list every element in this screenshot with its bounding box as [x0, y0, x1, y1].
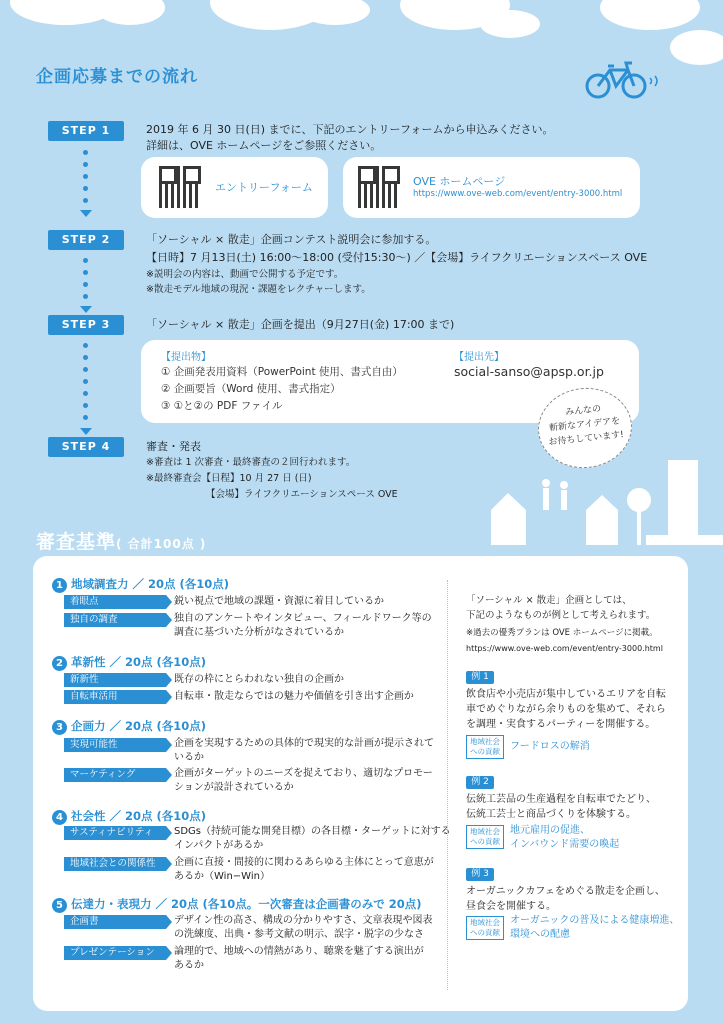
examples-url[interactable]: https://www.ove-web.com/event/entry-3000.html [466, 644, 663, 653]
criterion-desc: 企画がターゲットのニーズを捉えており、適切なプロモー [174, 768, 433, 779]
step-4-note-1: ※審査は 1 次審査・最終審査の２回行われます。 [146, 457, 356, 468]
step-2-line-2: 【日時】7 月13日(土) 16:00〜18:00 (受付15:30〜) ／【会場】ライフクリエーションスペース OVE [146, 251, 648, 264]
criterion-tag: 自転車活用 [64, 690, 166, 704]
entry-form-label: エントリーフォーム [215, 181, 313, 194]
step-arrow [80, 428, 92, 435]
flow-title: 企画応募までの流れ [36, 67, 198, 87]
example-line: オーガニックカフェをめぐる散走を企画し、 [466, 886, 665, 897]
ove-homepage-card[interactable] [343, 157, 640, 218]
submission-email[interactable]: social-sanso@apsp.or.jp [454, 364, 604, 379]
criterion-tag: 企画書 [64, 915, 166, 929]
qr-code-icon [358, 166, 400, 208]
examples-intro-line: 「ソーシャル × 散走」企画としては、 [466, 595, 632, 606]
criterion-desc: SDGs（持続可能な開発目標）の各目標・ターゲットに対する [174, 826, 451, 837]
criterion-tag: 新新性 [64, 673, 166, 687]
example-line: 昼食会を開催する。 [466, 901, 556, 912]
criterion-desc: 自転車・散走ならではの魅力や価値を引き出す企画か [174, 691, 414, 702]
example-3-badge: 例 3 [466, 868, 494, 881]
criterion-desc: 企画を実現するための具体的で現実的な計画が提示されて [174, 738, 434, 749]
criterion-desc: あるか（Win−Win） [174, 871, 270, 882]
example-2-contribution [510, 824, 619, 852]
criterion-desc: の洗練度、出典・参考文献の明示、誤字・脱字の少なさ [174, 929, 424, 940]
criterion-tag: マーケティング [64, 768, 166, 782]
example-line: 伝統工芸品の生産過程を自転車でたどり、 [466, 794, 656, 805]
bubble-line: お待ちしています! [548, 430, 625, 448]
criterion-desc: 調査に基づいた分析がなされているか [174, 627, 344, 638]
contribution-line: 環境への配慮 [510, 929, 570, 940]
examples-intro-line: 下記のようなものが例として考えられます。 [466, 610, 656, 621]
contribution-line: インバウンド需要の喚起 [510, 839, 620, 850]
ove-homepage-url[interactable]: https://www.ove-web.com/event/entry-3000.html [413, 189, 623, 199]
example-line: 伝統工芸士と商品づくりを体験する。 [466, 809, 636, 820]
criterion-title: 地域調査力 ／ 20点 (各10点) [71, 577, 230, 591]
example-1-contribution: フードロスの解消 [510, 741, 590, 752]
ove-homepage-label: OVE ホームページ [413, 175, 506, 188]
criteria-subtitle: ( 合計100点 ) [116, 537, 207, 551]
submission-item: ③ ①と②の PDF ファイル [161, 400, 283, 412]
criterion-tag: 着眼点 [64, 595, 166, 609]
contribution-line: 地元雇用の促進、 [510, 825, 590, 836]
criterion-number: 3 [52, 720, 67, 735]
step-1-line-1: 2019 年 6 月 30 日(日) までに、下記のエントリーフォームから申込みください。 [146, 123, 554, 136]
step-2-badge: STEP 2 [48, 230, 124, 250]
step-arrow [80, 210, 92, 217]
qr-code-icon [159, 166, 201, 208]
town-illustration [486, 455, 723, 545]
step-connector [83, 343, 89, 427]
criterion-desc: あるか [174, 960, 204, 971]
example-line: を調理・実食するパーティーを開催する。 [466, 719, 656, 730]
criterion-tag: 実現可能性 [64, 738, 166, 752]
criterion-desc: 鋭い視点で地域の課題・資源に着目しているか [174, 596, 384, 607]
step-3-line-1: 「ソーシャル × 散走」企画を提出（9月27日(金) 17:00 まで) [146, 318, 455, 331]
criterion-desc: デザイン性の高さ、構成の分かりやすさ、文章表現や図表 [174, 915, 433, 926]
submission-item: ① 企画発表用資料（PowerPoint 使用、書式自由） [161, 366, 403, 378]
criterion-desc: インパクトがあるか [174, 840, 264, 851]
criterion-number: 4 [52, 810, 67, 825]
criterion-tag: サスティナビリティ [64, 826, 166, 840]
example-line: 車でめぐりながら余りものを集めて、それら [466, 704, 666, 715]
criteria-title-text: 審査基準 [36, 531, 117, 553]
criterion-number: 2 [52, 656, 67, 671]
column-divider [447, 580, 448, 990]
examples-intro [466, 593, 655, 623]
criterion-desc: いるか [174, 752, 204, 763]
criterion-2-heading [52, 654, 206, 671]
criterion-tag: 地域社会との関係性 [64, 857, 166, 871]
criterion-title: 企画力 ／ 20点 (各10点) [71, 719, 207, 733]
criterion-tag: プレゼンテーション [64, 946, 166, 960]
entry-form-card[interactable] [141, 157, 328, 218]
example-3-text [466, 884, 665, 914]
criterion-3-heading [52, 718, 206, 735]
step-connector [83, 258, 89, 306]
example-line: 飲食店や小売店が集中しているエリアを自転 [466, 689, 666, 700]
step-connector [83, 150, 89, 210]
step-arrow [80, 306, 92, 313]
step-4-note-2: ※最終審査会【日程】10 月 27 日 (日) [146, 473, 312, 484]
step-2-note-1: ※説明会の内容は、動画で公開する予定です。 [146, 269, 344, 280]
bubble-line: みんなの [564, 404, 602, 418]
submission-dest-title: 【提出先】 [454, 352, 504, 363]
criterion-tag: 独自の調査 [64, 613, 166, 627]
criterion-desc: ションが設計されているか [174, 782, 294, 793]
example-1-badge: 例 1 [466, 671, 494, 684]
criterion-desc: 独自のアンケートやインタビュー、フィールドワーク等の [174, 613, 432, 624]
criterion-1-heading [52, 576, 229, 593]
submission-item: ② 企画要旨（Word 使用、書式指定） [161, 383, 341, 395]
community-contribution-label: 地域社会への貢献 [466, 735, 504, 759]
submission-items-title: 【提出物】 [161, 352, 211, 363]
example-3-contribution [510, 914, 679, 942]
step-4-note-3: 【会場】ライフクリエーションスペース OVE [206, 489, 398, 500]
criterion-title: 伝達力・表現力 ／ 20点 (各10点。一次審査は企画書のみで 20点) [71, 897, 422, 911]
step-1-line-2: 詳細は、OVE ホームページをご参照ください。 [146, 139, 382, 152]
step-4-badge: STEP 4 [48, 437, 124, 457]
bubble-line: 斬新なアイデアを [548, 416, 621, 434]
criterion-desc: 論理的で、地域への情熱があり、聴衆を魅了する演出が [174, 946, 424, 957]
criterion-number: 1 [52, 578, 67, 593]
criterion-4-heading [52, 808, 206, 825]
step-2-line-1: 「ソーシャル × 散走」企画コンテスト説明会に参加する。 [146, 233, 437, 246]
criterion-title: 社会性 ／ 20点 (各10点) [71, 809, 207, 823]
criterion-desc: 企画に直接・間接的に関わるあらゆる主体にとって意恵が [174, 857, 434, 868]
step-1-badge: STEP 1 [48, 121, 124, 141]
bicycle-icon [584, 58, 664, 100]
community-contribution-label: 地域社会への貢献 [466, 825, 504, 849]
step-2-note-2: ※散走モデル地域の現況・課題をレクチャーします。 [146, 284, 371, 295]
criterion-title: 革新性 ／ 20点 (各10点) [71, 655, 207, 669]
contribution-line: オーガニックの普及による健康増進、 [510, 915, 680, 926]
example-1-text [466, 687, 666, 732]
criterion-5-heading [52, 896, 422, 913]
step-3-badge: STEP 3 [48, 315, 124, 335]
community-contribution-label: 地域社会への貢献 [466, 916, 504, 940]
example-2-text [466, 792, 656, 822]
examples-note: ※過去の優秀プランは OVE ホームページに掲載。 [466, 628, 658, 638]
step-4-line-1: 審査・発表 [146, 440, 201, 453]
criteria-title [36, 527, 206, 554]
criterion-desc: 既存の枠にとらわれない独自の企画か [174, 674, 344, 685]
criterion-number: 5 [52, 898, 67, 913]
example-2-badge: 例 2 [466, 776, 494, 789]
